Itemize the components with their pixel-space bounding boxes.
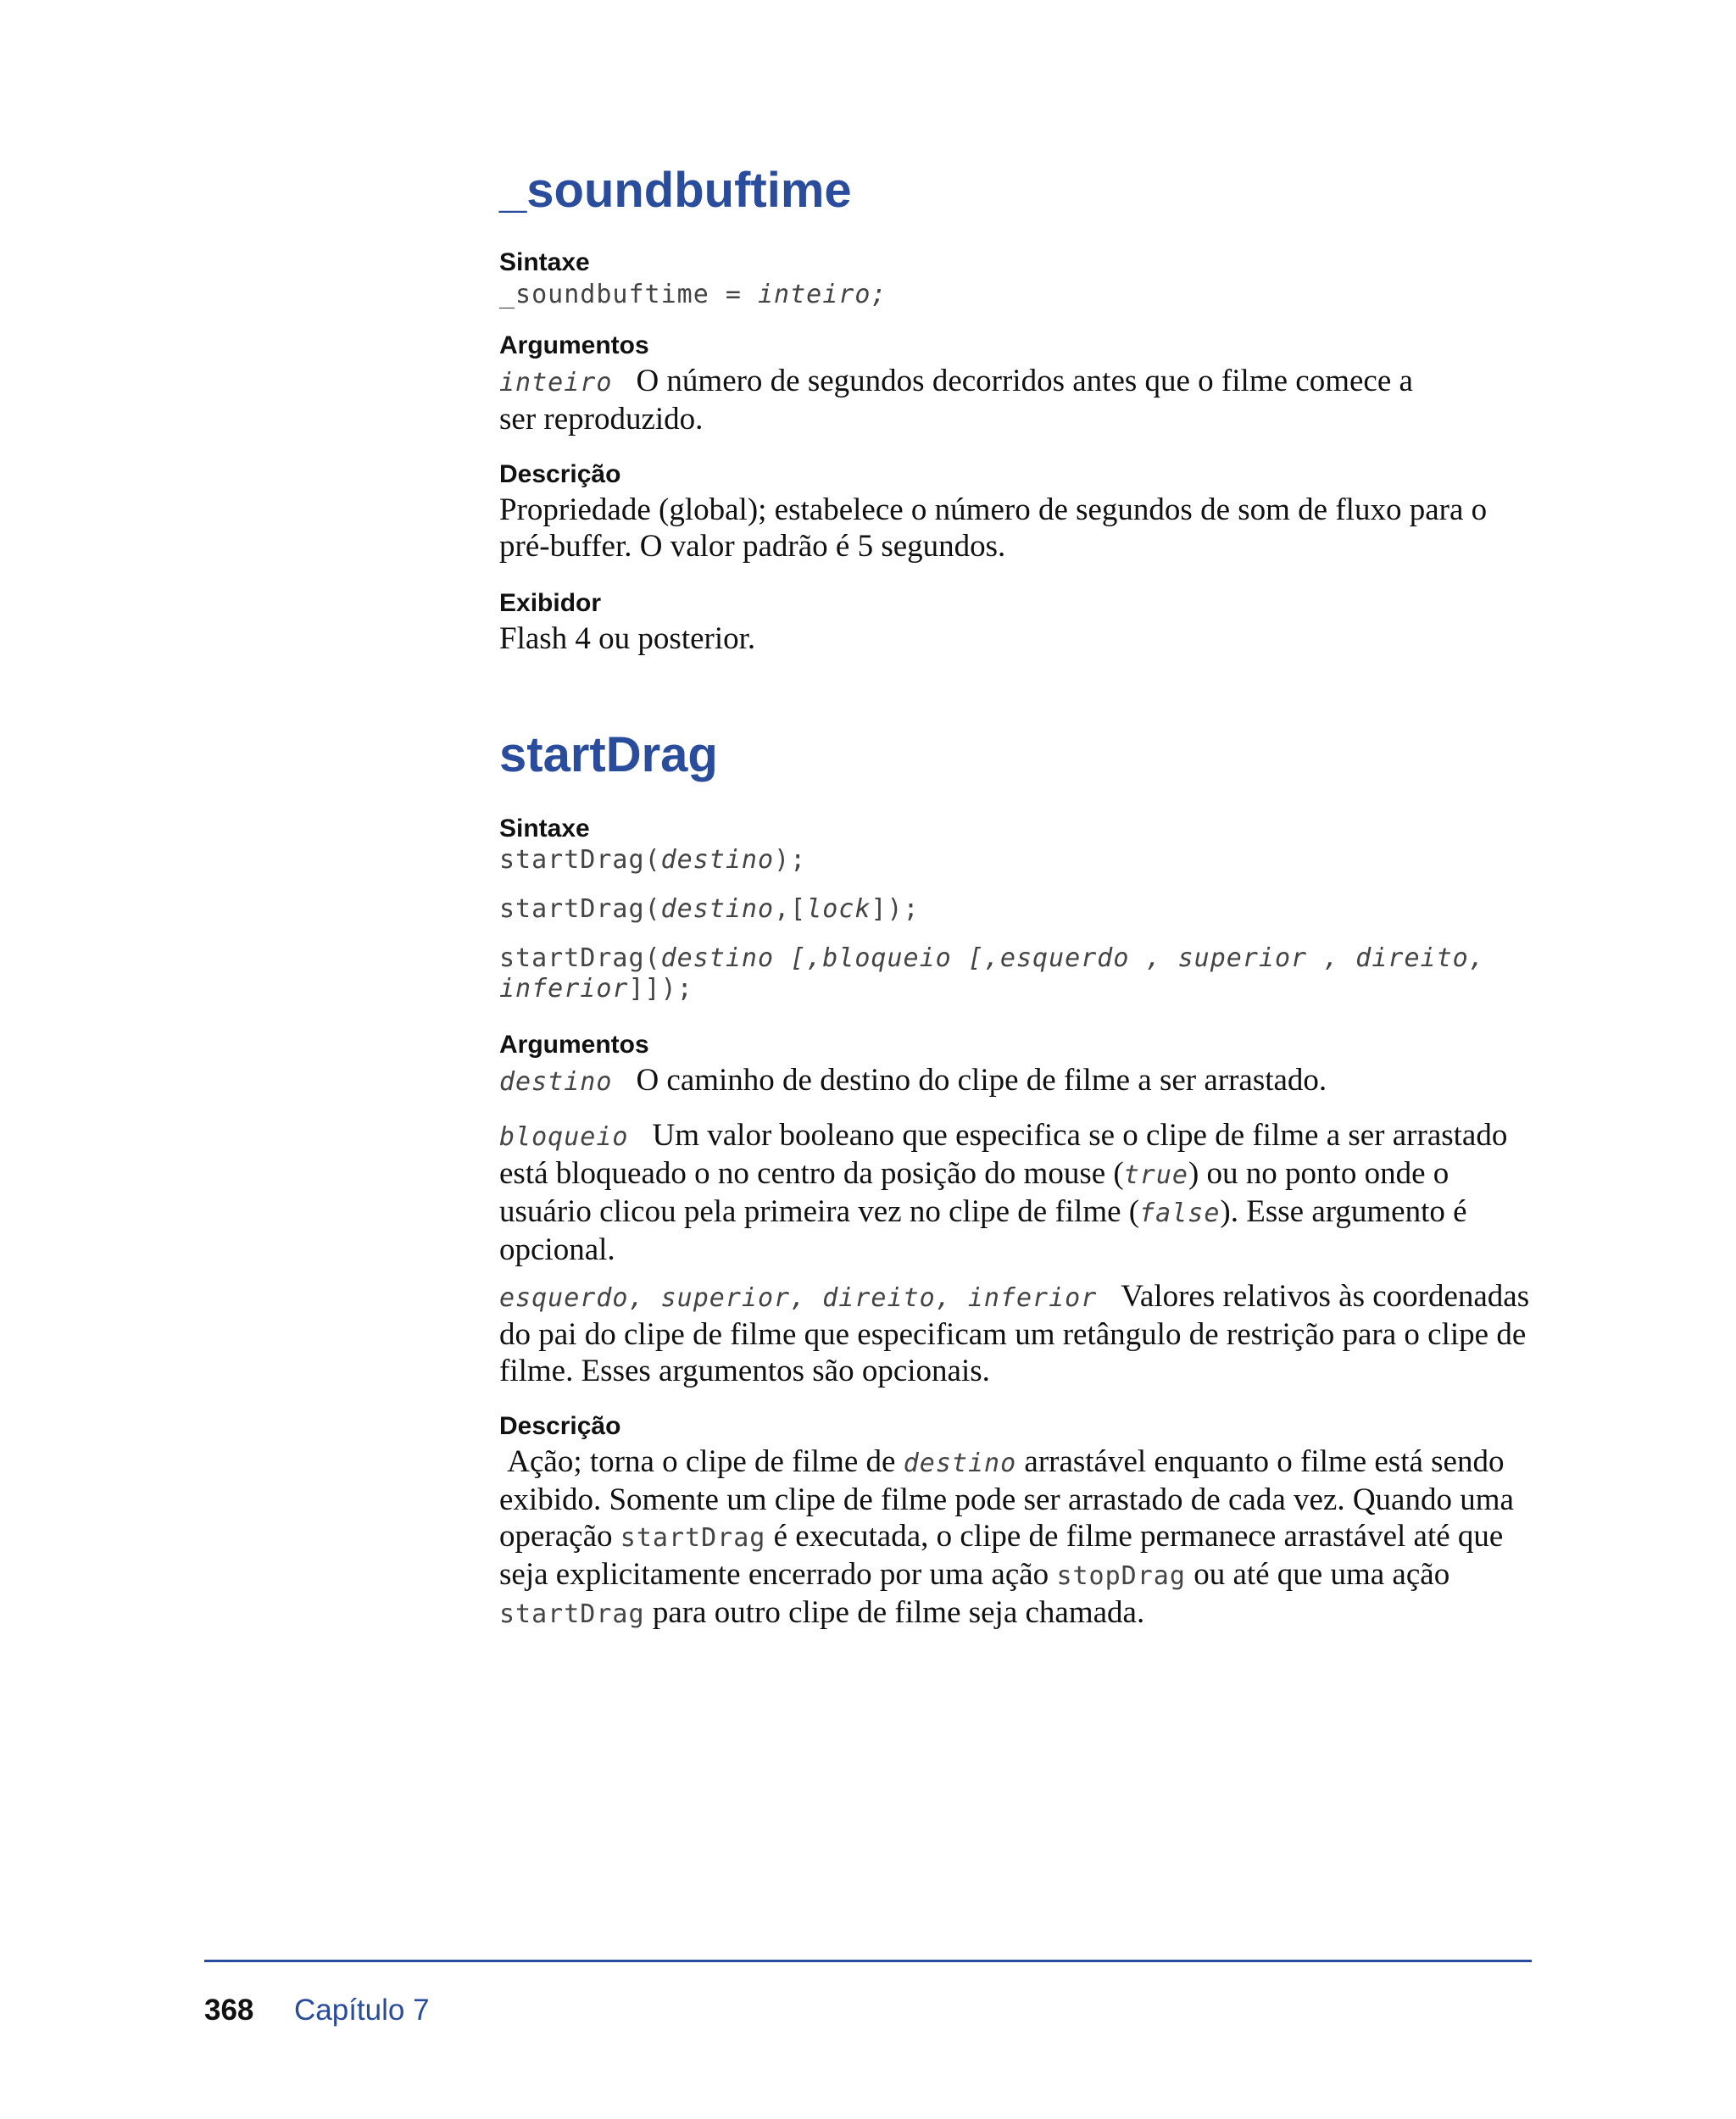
argument-entry (499, 363, 1538, 437)
syntax-fn: startDrag( (499, 894, 661, 924)
syntax-fn: startDrag( (499, 943, 661, 973)
syntax-arg: lock (806, 894, 871, 924)
argument-name: inteiro (499, 368, 613, 398)
chapter-label: Capítulo 7 (294, 1994, 430, 2027)
argument-desc-line: ) ou no ponto onde o (1188, 1156, 1449, 1191)
arguments-label: Argumentos (499, 331, 649, 359)
syntax-line-3 (499, 943, 1485, 1004)
argument-desc-line: filme. Esses argumentos são opcionais. (499, 1354, 990, 1388)
description-line: ou até que uma ação (1194, 1557, 1450, 1592)
syntax-label: Sintaxe (499, 815, 590, 843)
description-line: Ação; torna o clipe de filme de (507, 1444, 896, 1479)
syntax-code (499, 280, 887, 310)
argument-desc-line: opcional. (499, 1232, 615, 1267)
code-startdrag: startDrag (499, 1599, 645, 1629)
footer-rule (204, 1960, 1532, 1962)
syntax-arg: inferior (499, 974, 629, 1004)
argument-desc-line: Um valor booleano que especifica se o clipe de filme a ser arrastado (652, 1118, 1508, 1153)
description-text (499, 1443, 1538, 1632)
player-text: Flash 4 ou posterior. (499, 621, 756, 656)
description-line: arrastável enquanto o filme está sendo (1024, 1444, 1505, 1479)
description-line: é executada, o clipe de filme permanece arrastável até que (773, 1519, 1504, 1554)
argument-desc-line: Valores relativos às coordenadas (1121, 1279, 1530, 1314)
argument-desc-line2: ser reproduzido. (499, 402, 704, 437)
description-text (499, 492, 1538, 565)
syntax-end: ); (774, 845, 807, 875)
syntax-mid: ,[ (774, 894, 807, 924)
argument-name: destino (499, 1067, 613, 1097)
argument-desc-line: está bloqueado o no centro da posição do mouse ( (499, 1156, 1124, 1191)
syntax-fn: startDrag( (499, 845, 661, 875)
syntax-label: Sintaxe (499, 248, 590, 276)
syntax-line-2 (499, 894, 920, 925)
section-title-startdrag: startDrag (499, 727, 718, 782)
description-label: Descrição (499, 1412, 621, 1440)
code-stopdrag: stopDrag (1056, 1561, 1186, 1591)
argument-desc-line: usuário clicou pela primeira vez no clipe de filme ( (499, 1194, 1140, 1229)
syntax-end: ]]); (628, 974, 693, 1004)
code-startdrag: startDrag (620, 1523, 766, 1553)
description-line: seja explicitamente encerrado por uma ação (499, 1557, 1049, 1592)
argument-name: bloqueio (499, 1122, 629, 1152)
argument-entry-bloqueio (499, 1117, 1538, 1268)
code-destino: destino (903, 1449, 1017, 1478)
syntax-code-arg: inteiro; (757, 280, 887, 309)
argument-desc-line: do pai do clipe de filme que especificam um retângulo de restrição para o clipe de (499, 1317, 1527, 1352)
argument-entry-coords (499, 1278, 1538, 1389)
player-label: Exibidor (499, 589, 602, 617)
description-line1: Propriedade (global); estabelece o número de segundos de som de fluxo para o (499, 492, 1488, 527)
argument-entry-destino (499, 1062, 1538, 1100)
syntax-line-1 (499, 845, 806, 876)
description-line: exibido. Somente um clipe de filme pode ser arrastado de cada vez. Quando uma (499, 1482, 1514, 1517)
code-true: true (1123, 1160, 1188, 1190)
page-number: 368 (204, 1994, 254, 2027)
argument-desc-line1: O número de segundos decorridos antes que o filme comece a (636, 364, 1413, 398)
description-label: Descrição (499, 460, 621, 488)
argument-desc-line: ). Esse argumento é (1220, 1194, 1467, 1229)
description-line2: pré-buffer. O valor padrão é 5 segundos. (499, 529, 1006, 564)
argument-desc: O caminho de destino do clipe de filme a ser arrastado. (636, 1063, 1327, 1098)
description-line: operação (499, 1519, 613, 1554)
arguments-label: Argumentos (499, 1031, 649, 1059)
syntax-code-text: _soundbuftime = (499, 280, 758, 309)
syntax-arg: destino (660, 894, 775, 924)
section-title-soundbuftime: _soundbuftime (499, 163, 852, 218)
syntax-end: ]); (871, 894, 920, 924)
syntax-arg: destino (660, 845, 775, 875)
code-false: false (1139, 1199, 1221, 1228)
argument-names: esquerdo, superior, direito, inferior (499, 1283, 1098, 1313)
syntax-args: destino [,bloqueio [,esquerdo , superior , direito, (660, 943, 1485, 973)
description-line: para outro clipe de filme seja chamada. (652, 1595, 1145, 1630)
